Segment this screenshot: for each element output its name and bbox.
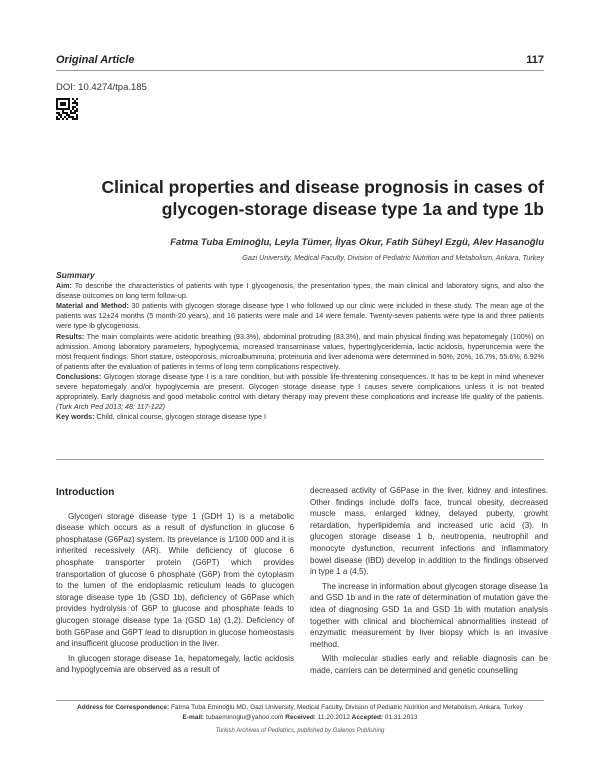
body-column-left	[56, 487, 294, 679]
abstract-conclusions	[56, 372, 544, 412]
journal-citation: (Turk Arch Ped 2013; 48: 117-122)	[56, 403, 166, 412]
body-paragraph: Glycogen storage disease type 1 (GDH 1) is a metabolic disease which occurs as a result of dysfunction in glucose 6 phosphatase (G6Paz) system. Its prevelance is 1/100 000 and it is inherited recessively (AR). While deficiency of glucose 6 phosphate transporter protein (G6PT) which provides transportation of glucose 6 phosphate (G6P) from the cytoplasm to the lumen of the endoplasmic reticulum leads to glucogen storage disease type 1b (GSD 1b), deficiency of G6Pase which provides hydrolysis of G6P to glucose and phosphate leads to glucogen storage disease type 1a (GSD 1a) (1,2). Deficiency of both G6Pase and G6PT lead to disruption in glucose homeostasis and insufficent glucose production in the liver.	[56, 511, 294, 649]
address-label: Address for Correspondence:	[77, 704, 170, 711]
methods-label: Material and Method:	[56, 302, 129, 311]
correspondence-block	[56, 703, 544, 722]
qr-code-icon	[56, 98, 78, 120]
body-paragraph: decreased activity of G6Pase in the liver, kidney and intestines. Other findings include doll's face, truncal obesity, decreased muscle mass, enlarged kidney, delayed puberty, growht retardation, hyperlipidemia and increased uric acid (3). In glucogen storage disease 1 b, neutropenia, neutrophil and monocyte dysfunction, recurrent infections and inflammatory bowel disease (IBD) develop in addition to the findings observed in type 1 a (4,5).	[310, 486, 548, 577]
abstract-keywords	[56, 412, 544, 422]
body-paragraph: With molecular studies early and reliable diagnosis can be made, carriers can be determined and genetic counselling	[310, 654, 548, 675]
affiliation: Gazi University, Medical Faculty, Division of Pediatric Nutrition and Metabolism, Ankara, Turkey	[242, 253, 544, 262]
title-line-1: Clinical properties and disease prognosis in cases of	[101, 177, 544, 197]
received-label: Received:	[285, 713, 316, 721]
accepted-date: 01.31.2013	[383, 713, 418, 721]
doi-link[interactable]: DOI: 10.4274/tpa.185	[56, 82, 147, 93]
abstract-results	[56, 332, 544, 372]
title-line-2: glycogen-storage disease type 1a and type 1b	[161, 199, 544, 219]
article-type-label: Original Article	[56, 54, 135, 66]
footer-divider	[56, 700, 544, 701]
results-label: Results:	[56, 332, 85, 341]
keywords-text: Child, clinical course, glycogen storage disease type I	[94, 413, 266, 422]
received-date: 11.20.2012	[315, 713, 352, 721]
abstract-divider	[56, 459, 544, 460]
email-link[interactable]: tubaeminoglu@yahoo.com	[204, 713, 286, 721]
methods-text: 30 patients with glycogen storage disease type I who followed up our clinic were included in these study. The mean age of the patients was 12±24 months (5 month-20 years), and 16 patients were male and 14 were female. Twenty-seven patients were type Ia and three patients were type Ib glycogenosis.	[56, 302, 544, 331]
author-list: Fatma Tuba Eminoğlu, Leyla Tümer, İlyas Okur, Fatih Süheyl Ezgü, Alev Hasanoğlu	[170, 237, 544, 248]
accepted-label: Accepted:	[351, 713, 384, 721]
aim-text: To describe the characteristics of patients with type I glycogenosis, the presentation types, the main clinical and laboratory signs, and also the disease outcomes on long term follow-up.	[56, 282, 544, 301]
body-paragraph: In glucogen storage disease 1a, hepatomegaly, lactic acidosis and hypoglycemia are observed as a result of	[56, 653, 294, 675]
body-column-right	[310, 485, 548, 680]
body-paragraph: The increase in information about glycogen storage disease 1a and GSD 1b and in the rate of determination of mutation gave the idea of diagnosing GSD 1a and GSD 1b with mutation analysis together with clinical and biochemical abnormalities instead of enzymatic measurement by liver biopsy which is an invasive method.	[310, 581, 548, 649]
email-label: E-mail:	[182, 713, 205, 721]
header-divider	[56, 70, 544, 71]
page-number: 117	[526, 54, 544, 66]
conclusions-label: Conclusions:	[56, 372, 102, 381]
summary-heading: Summary	[56, 270, 95, 280]
keywords-label: Key words:	[56, 413, 95, 422]
aim-label: Aim:	[56, 282, 72, 291]
abstract-aim	[56, 281, 544, 301]
conclusions-text: Glycogen storage disease type I is a rare condition, but with possible life-threatening consequences. It has to be kept in mind whenever severe hepatomegaly and/or hypoglycemia are present. Glycogen storage disease type I causes severe complications unless it is not treated appropriately. Early diagnosis and good metabolic control with dietary therapy may prevent these complications and increase life quality of the patients.	[56, 372, 544, 402]
correspondence-address	[56, 703, 544, 713]
article-title	[80, 176, 544, 220]
introduction-heading: Introduction	[56, 487, 115, 498]
abstract-methods	[56, 301, 544, 331]
publisher-footer: Turkish Archives of Pediatrics, published by Galenos Publishing	[215, 728, 385, 734]
correspondence-dates	[56, 713, 544, 723]
abstract	[56, 270, 544, 422]
results-text: The main complaints were acidotic breathing (93.3%), abdominal protruding (83.3%), and main physical finding was hepatomegaly (100%) on admission. Among laboratory parameters, hypoglycemia, increased transaminase values, hypertriglyceridemia, lactic acidosis, hyperuricemia were the most frequent findings. Short stature, osteoporosis, microalbuminuria, proteinuria and liver adenoma were determined in 50%, 20%, 16.7%, 55.6%, 6.92% of patients after the evaluation of patients in terms of long term complications respectively.	[56, 332, 544, 371]
address-text: Fatma Tuba Eminoğlu MD, Gazi University, Medical Faculty, Division of Pediatric Nutrition and Metabolism, Ankara, Turkey	[169, 704, 523, 711]
